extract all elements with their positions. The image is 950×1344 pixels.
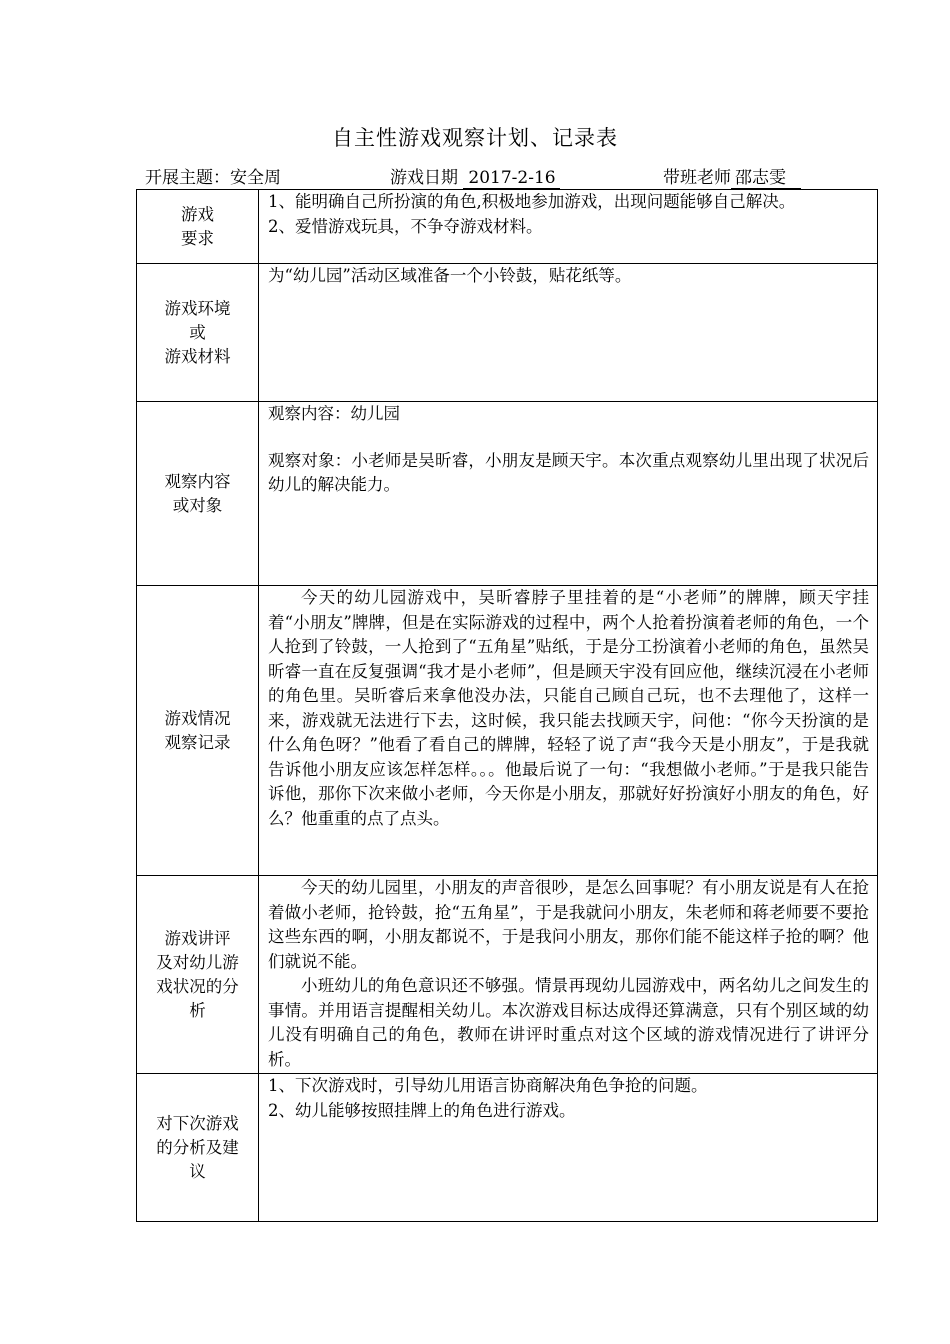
label-line: 对下次游戏 — [156, 1113, 239, 1133]
content-next-suggestions — [259, 1074, 878, 1222]
teacher-value: 邵志雯 — [731, 168, 801, 189]
content-game-requirements — [259, 190, 878, 264]
date-value: 2017-2-16 — [463, 168, 559, 189]
label-game-requirements — [137, 190, 259, 264]
record-paragraph: 今天的幼儿园游戏中，吴昕睿脖子里挂着的是“小老师”的牌牌，顾天宇挂着“小朋友”牌牌，但是在实际游戏的过程中，两个人抢着扮演着老师的角色，一个人抢到了铃鼓，一人抢到了“五角星”贴纸，于是分工扮演着小老师的角色，虽然吴昕睿一直在反复强调“我才是小老师”，但是顾天宇没有回应他，继续沉浸在小老师的角色里。吴昕睿后来拿他没办法，只能自己顾自己玩，也不去理他了，这样一来，游戏就无法进行下去，这时候，我只能去找顾天宇，问他：“你今天扮演的是什么角色呀？”他看了看自己的牌牌，轻轻了说了声“我今天是小朋友”，于是我就告诉他小朋友应该怎样怎样。。。他最后说了一句：“我想做小老师。”于是我只能告诉他，那你下次来做小老师，今天你是小朋友，那就好好扮演好小朋友的角色，好么？他重重的点了点头。 — [268, 588, 869, 828]
content-observation-record — [259, 586, 878, 876]
label-line: 的分析及建 — [156, 1137, 239, 1157]
teacher-field — [663, 163, 801, 189]
row-game-requirements — [137, 190, 878, 264]
review-paragraph: 今天的幼儿园里，小朋友的声音很吵，是怎么回事呢？有小朋友说是有人在抢着做小老师，抢铃鼓，抢“五角星”，于是我就问小朋友，朱老师和蒋老师要不要抢这些东西的啊，小朋友都说不，于是我问小朋友，那你们能不能这样子抢的啊？他们就说不能。 — [268, 878, 869, 971]
label-line: 或 — [189, 322, 206, 342]
label-line: 戏状况的分 — [156, 976, 239, 996]
label-line: 议 — [189, 1161, 206, 1181]
label-observation-target — [137, 402, 259, 586]
label-line: 或对象 — [172, 495, 223, 515]
observation-object: 观察对象：小老师是吴昕睿，小朋友是顾天宇。本次重点观察幼儿里出现了状况后幼儿的解决能力。 — [268, 450, 869, 494]
blank-line — [268, 427, 869, 449]
date-label: 游戏日期 — [390, 168, 458, 188]
header-info-row — [145, 163, 885, 189]
label-line: 游戏讲评 — [164, 928, 231, 948]
row-game-review — [137, 876, 878, 1074]
label-line: 游戏 — [181, 204, 214, 224]
teacher-label: 带班老师 — [663, 168, 731, 188]
page-title: 自主性游戏观察计划、记录表 — [332, 126, 618, 150]
label-line: 及对幼儿游 — [156, 952, 239, 972]
row-next-suggestions — [137, 1074, 878, 1222]
label-line: 析 — [189, 1000, 206, 1020]
observation-content: 观察内容：幼儿园 — [268, 404, 400, 423]
label-line: 游戏材料 — [164, 346, 231, 366]
label-observation-record — [137, 586, 259, 876]
date-field — [390, 163, 560, 189]
content-game-environment — [259, 264, 878, 402]
label-line: 游戏情况 — [164, 708, 231, 728]
observation-record-table — [136, 189, 878, 1222]
suggestion-item: 2、幼儿能够按照挂牌上的角色进行游戏。 — [268, 1100, 576, 1120]
theme-field — [145, 163, 281, 188]
label-line: 游戏环境 — [164, 298, 231, 318]
row-observation-record — [137, 586, 878, 876]
requirement-item: 2、爱惜游戏玩具，不争夺游戏材料。 — [268, 216, 543, 236]
row-observation-target — [137, 402, 878, 586]
requirement-item: 1、能明确自己所扮演的角色,积极地参加游戏，出现问题能够自己解决。 — [268, 192, 796, 211]
theme-label: 开展主题： — [145, 168, 230, 188]
label-game-review — [137, 876, 259, 1074]
review-paragraph: 小班幼儿的角色意识还不够强。情景再现幼儿园游戏中，两名幼儿之间发生的事情。并用语言提醒相关幼儿。本次游戏目标达成得还算满意，只有个别区域的幼儿没有明确自己的角色，教师在讲评时重点对这个区域的游戏情况进行了讲评分析。 — [268, 976, 869, 1069]
theme-value: 安全周 — [230, 168, 281, 188]
row-game-environment — [137, 264, 878, 402]
label-line: 观察内容 — [164, 471, 231, 491]
environment-text: 为“幼儿园”活动区域准备一个小铃鼓，贴花纸等。 — [268, 266, 632, 285]
label-next-suggestions — [137, 1074, 259, 1222]
content-observation-target — [259, 402, 878, 586]
label-game-environment — [137, 264, 259, 402]
label-line: 观察记录 — [164, 732, 231, 752]
suggestion-item: 1、下次游戏时，引导幼儿用语言协商解决角色争抢的问题。 — [268, 1076, 708, 1095]
content-game-review — [259, 876, 878, 1074]
label-line: 要求 — [181, 228, 214, 248]
